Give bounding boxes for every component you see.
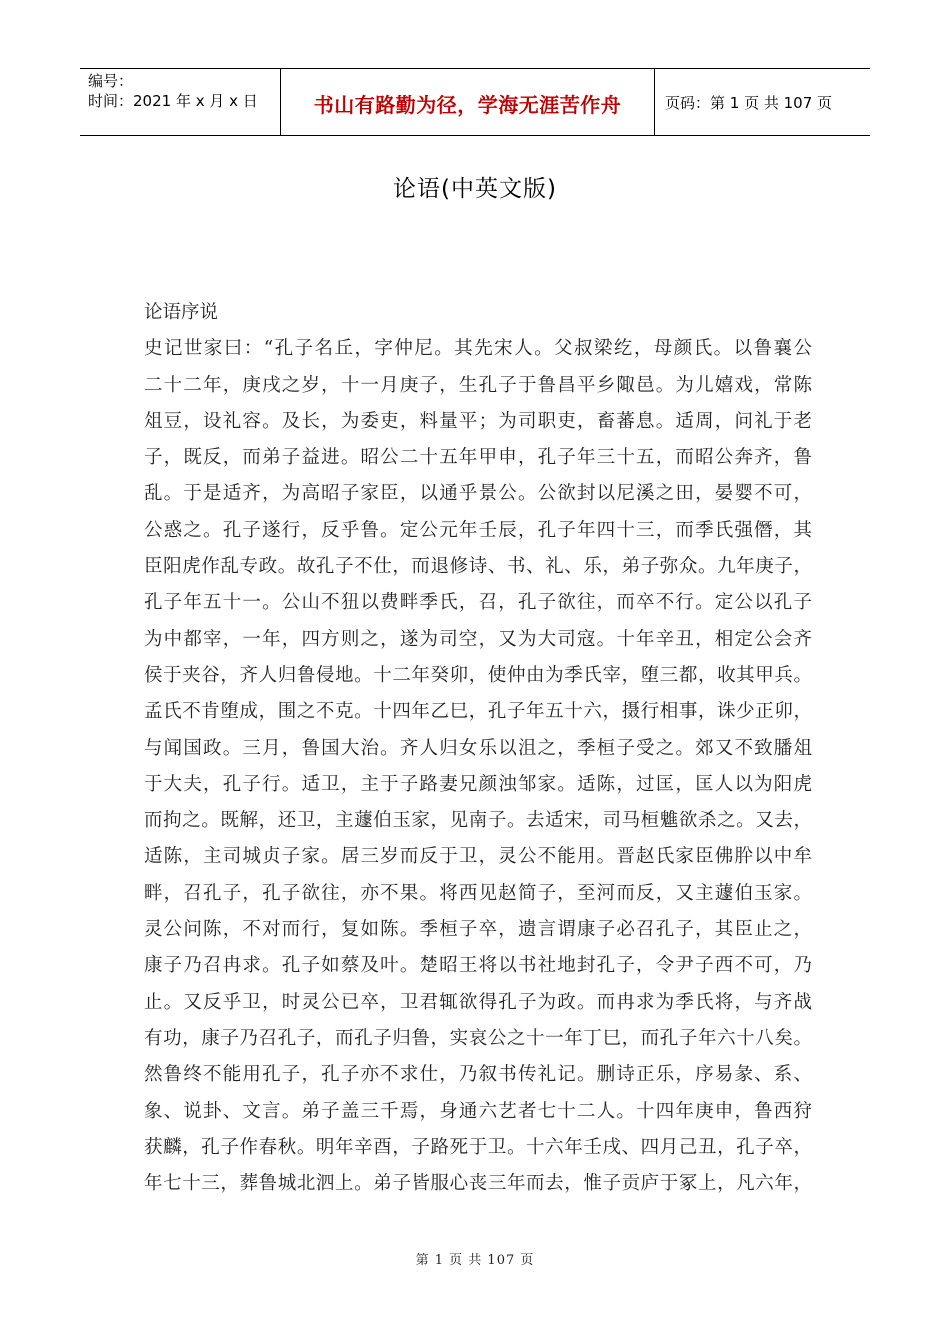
body-line: 适陈，主司城贞子家。居三岁而反于卫，灵公不能用。晋赵氏家臣佛肸以中牟 — [144, 846, 812, 868]
document-header — [80, 68, 870, 136]
body-line: 侯于夹谷，齐人归鲁侵地。十二年癸卯，使仲由为季氏宰，堕三都，收其甲兵。 — [144, 664, 812, 686]
section-heading: 论语序说 — [144, 302, 219, 323]
body-text — [144, 295, 812, 1202]
body-line: 然鲁终不能用孔子，孔子亦不求仕，乃叙书传礼记。删诗正乐，序易彖、系、 — [144, 1064, 812, 1086]
body-line: 史记世家曰：“孔子名丘，字仲尼。其先宋人。父叔梁纥，母颜氏。以鲁襄公 — [144, 338, 812, 360]
body-line: 俎豆，设礼容。及长，为委吏，料量平；为司职吏，畜蕃息。适周，问礼于老 — [144, 410, 812, 432]
body-line: 二十二年，庚戌之岁，十一月庚子，生孔子于鲁昌平乡陬邑。为儿嬉戏，常陈 — [144, 374, 812, 396]
page-info: 页码：第 1 页 共 107 页 — [665, 93, 833, 112]
body-line: 为中都宰，一年，四方则之，遂为司空，又为大司寇。十年辛丑，相定公会齐 — [144, 628, 812, 650]
body-line: 灵公问陈，不对而行，复如陈。季桓子卒，遗言谓康子必召孔子，其臣止之， — [144, 919, 812, 941]
document-title: 论语(中英文版) — [393, 176, 557, 202]
body-line: 孔子年五十一。公山不狃以费畔季氏，召，孔子欲往，而卒不行。定公以孔子 — [144, 592, 812, 614]
body-line: 臣阳虎作乱专政。故孔子不仕，而退修诗、书、礼、乐，弟子弥众。九年庚子， — [144, 556, 812, 578]
page-footer: 第 1 页 共 107 页 — [415, 1253, 535, 1268]
body-line: 有功，康子乃召孔子，而孔子归鲁，实哀公之十一年丁巳，而孔子年六十八矣。 — [144, 1027, 812, 1049]
body-line: 孟氏不肯堕成，围之不克。十四年乙巳，孔子年五十六，摄行相事，诛少正卯， — [144, 701, 812, 723]
body-line: 于大夫，孔子行。适卫，主于子路妻兄颜浊邹家。适陈，过匡，匡人以为阳虎 — [144, 773, 812, 795]
motto-text: 书山有路勤为径，学海无涯苦作舟 — [313, 92, 622, 117]
body-line: 年七十三，葬鲁城北泗上。弟子皆服心丧三年而去，惟子贡庐于冢上，凡六年， — [144, 1173, 812, 1195]
body-line: 而拘之。既解，还卫，主蘧伯玉家，见南子。去适宋，司马桓魋欲杀之。又去， — [144, 810, 812, 832]
body-line: 子，既反，而弟子益进。昭公二十五年甲申，孔子年三十五，而昭公奔齐，鲁 — [144, 447, 812, 469]
number-label: 编号： — [88, 72, 134, 90]
body-line: 畔，召孔子，孔子欲往，亦不果。将西见赵简子，至河而反，又主蘧伯玉家。 — [144, 882, 812, 904]
body-line: 乱。于是适齐，为高昭子家臣，以通乎景公。公欲封以尼溪之田，晏婴不可， — [144, 483, 812, 505]
date-label: 时间：2021 年 x 月 x 日 — [88, 92, 258, 110]
header-meta — [80, 69, 281, 135]
body-line: 止。又反乎卫，时灵公已卒，卫君辄欲得孔子为政。而冉求为季氏将，与齐战 — [144, 991, 812, 1013]
header-page-cell — [655, 69, 870, 135]
body-line: 与闻国政。三月，鲁国大治。齐人归女乐以沮之，季桓子受之。郊又不致膰俎 — [144, 737, 812, 759]
header-motto-cell — [281, 69, 655, 135]
body-line: 获麟，孔子作春秋。明年辛酉，子路死于卫。十六年壬戌、四月己丑，孔子卒， — [144, 1136, 812, 1158]
body-line: 象、说卦、文言。弟子盖三千焉，身通六艺者七十二人。十四年庚申，鲁西狩 — [144, 1100, 812, 1122]
body-line: 康子乃召冉求。孔子如蔡及叶。楚昭王将以书社地封孔子，令尹子西不可，乃 — [144, 955, 812, 977]
body-line: 公惑之。孔子遂行，反乎鲁。定公元年壬辰，孔子年四十三，而季氏强僭，其 — [144, 519, 812, 541]
